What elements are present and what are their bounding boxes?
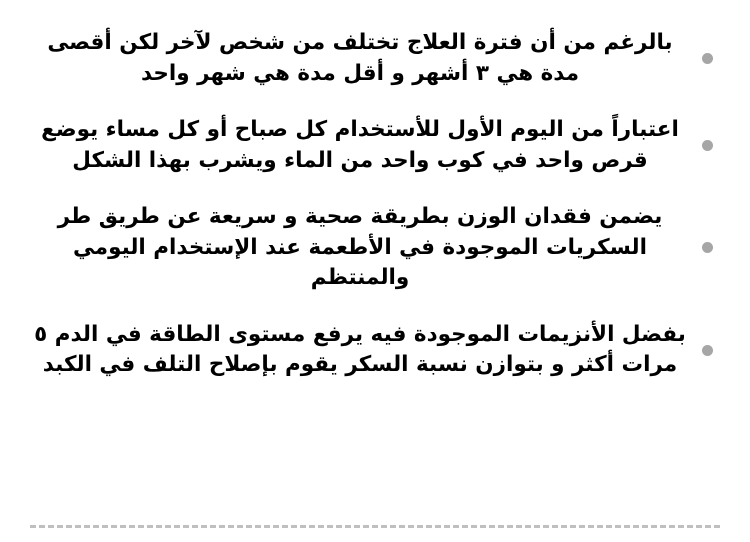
list-item <box>30 115 720 176</box>
list-item <box>30 320 720 381</box>
bullet-text: يضمن فقدان الوزن بطريقة صحية و سريعة عن طريق طر السكريات الموجودة في الأطعمة عند الإستخدام اليومي والمنتظم <box>57 204 663 291</box>
bullet-dot-icon <box>694 242 720 253</box>
bullet-dot-icon <box>694 53 720 64</box>
bullet-dot-icon <box>694 140 720 151</box>
list-item <box>30 28 720 89</box>
list-item <box>30 202 720 294</box>
bullet-text: بالرغم من أن فترة العلاج تختلف من شخص لآخر لكن أقصى مدة هي ٣ أشهر و أقل مدة هي شهر واحد <box>47 30 673 86</box>
bullet-text: بفضل الأنزيمات الموجودة فيه يرفع مستوى الطاقة في الدم ٥ مرات أكثر و بتوازن نسبة السكر يقوم بإصلاح التلف في الكبد <box>34 321 686 378</box>
bullet-list <box>30 28 720 381</box>
bullet-text: اعتباراً من اليوم الأول للأستخدام كل صباح أو كل مساء يوضع قرص واحد في كوب واحد من الماء ويشرب بهذا الشكل <box>41 117 679 173</box>
dashed-divider <box>30 525 720 528</box>
bullet-dot-icon <box>694 345 720 356</box>
